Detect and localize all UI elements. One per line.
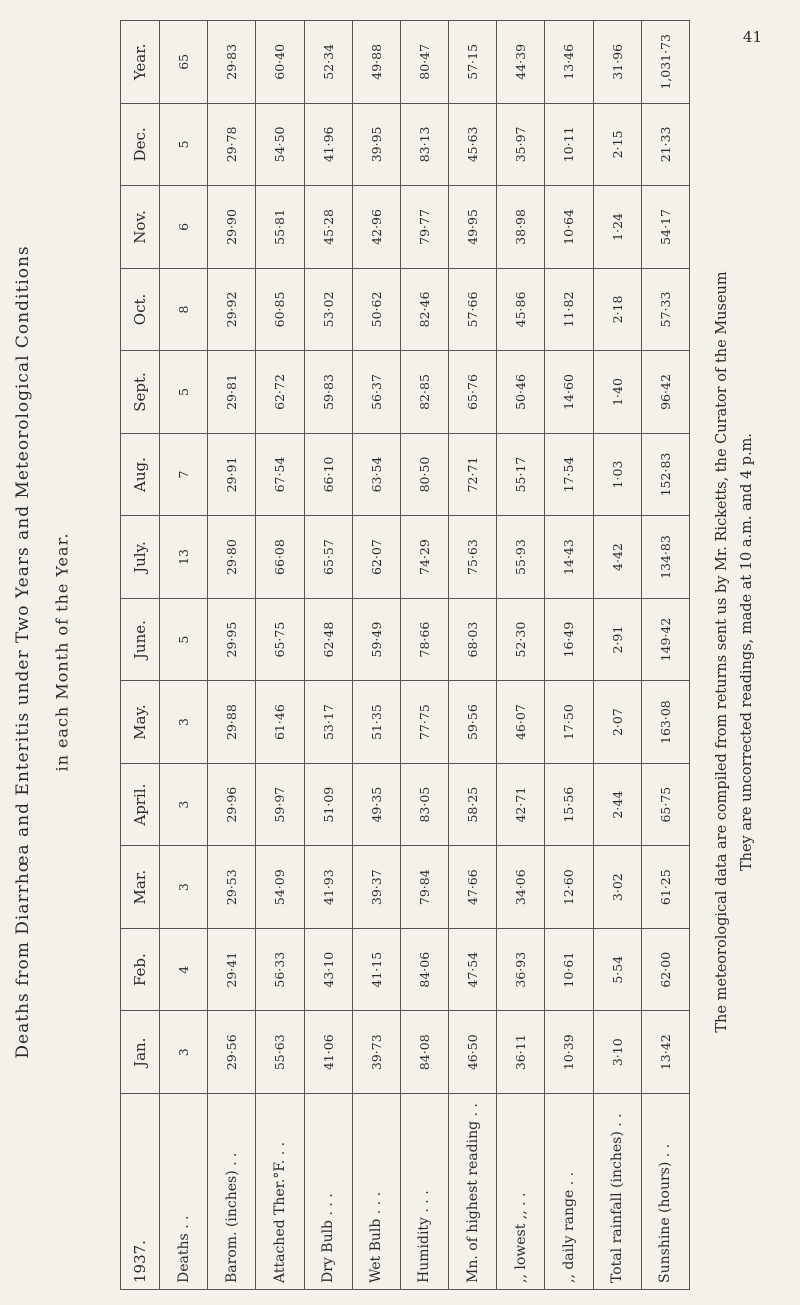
- table-cell: 41·93: [304, 846, 352, 929]
- table-cell: 31·96: [593, 21, 641, 104]
- table-cell: 47·54: [449, 928, 497, 1011]
- table-cell: 38·98: [497, 186, 545, 269]
- table-cell: 44·39: [497, 21, 545, 104]
- table-cell: 11·82: [545, 268, 593, 351]
- month-header: Year.: [121, 21, 160, 104]
- month-header: Sept.: [121, 351, 160, 434]
- table-cell: 53·17: [304, 681, 352, 764]
- row-label: Deaths . .: [160, 1094, 208, 1290]
- row-label: ,, lowest ,, . .: [497, 1094, 545, 1290]
- table-cell: 51·35: [352, 681, 400, 764]
- table-cell: 5: [160, 103, 208, 186]
- page-number: 41: [742, 28, 762, 46]
- page-title-line-1: Deaths from Diarrhœa and Enteritis under Two Years and Meteorological Conditions: [13, 245, 33, 1059]
- table-cell: 62·48: [304, 598, 352, 681]
- table-cell: 29·83: [208, 21, 256, 104]
- table-cell: 79·77: [400, 186, 448, 269]
- table-row: [352, 21, 400, 1290]
- month-header: Nov.: [121, 186, 160, 269]
- table-cell: 49·88: [352, 21, 400, 104]
- table-cell: 55·63: [256, 1011, 304, 1094]
- row-label: Dry Bulb . . .: [304, 1094, 352, 1290]
- table-cell: 12·60: [545, 846, 593, 929]
- table-cell: 17·54: [545, 433, 593, 516]
- month-header: Feb.: [121, 928, 160, 1011]
- table-cell: 42·96: [352, 186, 400, 269]
- month-header: June.: [121, 598, 160, 681]
- table-cell: 10·11: [545, 103, 593, 186]
- table-header-row: [121, 21, 160, 1290]
- row-label: Wet Bulb . . .: [352, 1094, 400, 1290]
- table-cell: 13: [160, 516, 208, 599]
- table-cell: 59·56: [449, 681, 497, 764]
- table-cell: 79·84: [400, 846, 448, 929]
- table-cell: 13·46: [545, 21, 593, 104]
- table-cell: 47·66: [449, 846, 497, 929]
- table-cell: 63·54: [352, 433, 400, 516]
- table-cell: 29·53: [208, 846, 256, 929]
- table-cell: 59·49: [352, 598, 400, 681]
- table-cell: 39·95: [352, 103, 400, 186]
- table-cell: 29·78: [208, 103, 256, 186]
- table-cell: 57·33: [641, 268, 689, 351]
- month-header: Jan.: [121, 1011, 160, 1094]
- month-header: Mar.: [121, 846, 160, 929]
- table-cell: 1·03: [593, 433, 641, 516]
- table-cell: 134·83: [641, 516, 689, 599]
- table-row: [545, 21, 593, 1290]
- table-cell: 59·83: [304, 351, 352, 434]
- table-cell: 41·06: [304, 1011, 352, 1094]
- table-cell: 29·56: [208, 1011, 256, 1094]
- table-cell: 34·06: [497, 846, 545, 929]
- table-cell: 1·24: [593, 186, 641, 269]
- table-cell: 39·73: [352, 1011, 400, 1094]
- table-cell: 42·71: [497, 763, 545, 846]
- table-cell: 45·63: [449, 103, 497, 186]
- table-cell: 45·28: [304, 186, 352, 269]
- table-cell: 6: [160, 186, 208, 269]
- month-header: Dec.: [121, 103, 160, 186]
- table-cell: 49·35: [352, 763, 400, 846]
- table-cell: 4·42: [593, 516, 641, 599]
- footnote-line-1: The meteorological data are compiled from returns sent us by Mr. Ricketts, the Curator of the Museum: [714, 271, 730, 1033]
- table-cell: 36·93: [497, 928, 545, 1011]
- table-cell: 56·33: [256, 928, 304, 1011]
- table-cell: 66·08: [256, 516, 304, 599]
- table-cell: 57·15: [449, 21, 497, 104]
- table-cell: 10·64: [545, 186, 593, 269]
- table-cell: 3·02: [593, 846, 641, 929]
- table-cell: 80·47: [400, 21, 448, 104]
- row-label: Mn. of highest reading . .: [449, 1094, 497, 1290]
- table-cell: 66·10: [304, 433, 352, 516]
- table-row: [160, 21, 208, 1290]
- table-cell: 77·75: [400, 681, 448, 764]
- table-cell: 67·54: [256, 433, 304, 516]
- table-cell: 149·42: [641, 598, 689, 681]
- table-cell: 56·37: [352, 351, 400, 434]
- table-cell: 17·50: [545, 681, 593, 764]
- month-header: May.: [121, 681, 160, 764]
- table-cell: 58·25: [449, 763, 497, 846]
- table-cell: 43·10: [304, 928, 352, 1011]
- table-cell: 83·05: [400, 763, 448, 846]
- table-cell: 49·95: [449, 186, 497, 269]
- table-cell: 4: [160, 928, 208, 1011]
- table-cell: 65·76: [449, 351, 497, 434]
- table-cell: 29·90: [208, 186, 256, 269]
- table-cell: 15·56: [545, 763, 593, 846]
- table-cell: 60·40: [256, 21, 304, 104]
- table-cell: 3·10: [593, 1011, 641, 1094]
- table-cell: 152·83: [641, 433, 689, 516]
- table-cell: 41·96: [304, 103, 352, 186]
- table-cell: 29·80: [208, 516, 256, 599]
- table-cell: 16·49: [545, 598, 593, 681]
- table-cell: 3: [160, 763, 208, 846]
- table-cell: 59·97: [256, 763, 304, 846]
- table-cell: 2·15: [593, 103, 641, 186]
- table-cell: 14·43: [545, 516, 593, 599]
- table-cell: 61·46: [256, 681, 304, 764]
- table-cell: 2·07: [593, 681, 641, 764]
- table-cell: 29·91: [208, 433, 256, 516]
- table-cell: 29·95: [208, 598, 256, 681]
- table-row: [497, 21, 545, 1290]
- row-label: ,, daily range . .: [545, 1094, 593, 1290]
- year-label: 1937.: [121, 1094, 160, 1290]
- table-cell: 53·02: [304, 268, 352, 351]
- row-label: Humidity . . .: [400, 1094, 448, 1290]
- row-label: Total rainfall (inches) . .: [593, 1094, 641, 1290]
- table-cell: 84·08: [400, 1011, 448, 1094]
- table-cell: 52·34: [304, 21, 352, 104]
- table-cell: 7: [160, 433, 208, 516]
- table-cell: 29·96: [208, 763, 256, 846]
- table-cell: 82·46: [400, 268, 448, 351]
- meteorological-table-container: [120, 20, 690, 1290]
- table-cell: 65·75: [641, 763, 689, 846]
- table-cell: 10·61: [545, 928, 593, 1011]
- table-cell: 5: [160, 598, 208, 681]
- table-cell: 29·92: [208, 268, 256, 351]
- table-cell: 74·29: [400, 516, 448, 599]
- table-cell: 61·25: [641, 846, 689, 929]
- table-cell: 3: [160, 681, 208, 764]
- table-cell: 3: [160, 1011, 208, 1094]
- table-row: [208, 21, 256, 1290]
- table-cell: 62·00: [641, 928, 689, 1011]
- table-cell: 54·09: [256, 846, 304, 929]
- table-cell: 2·18: [593, 268, 641, 351]
- table-cell: 65·57: [304, 516, 352, 599]
- table-cell: 57·66: [449, 268, 497, 351]
- month-header: Oct.: [121, 268, 160, 351]
- table-row: [256, 21, 304, 1290]
- table-cell: 55·93: [497, 516, 545, 599]
- table-cell: 55·17: [497, 433, 545, 516]
- month-header: Aug.: [121, 433, 160, 516]
- table-cell: 54·50: [256, 103, 304, 186]
- table-cell: 2·91: [593, 598, 641, 681]
- table-cell: 29·41: [208, 928, 256, 1011]
- table-cell: 46·50: [449, 1011, 497, 1094]
- table-row: [641, 21, 689, 1290]
- month-header: April.: [121, 763, 160, 846]
- table-cell: 2·44: [593, 763, 641, 846]
- table-cell: 82·85: [400, 351, 448, 434]
- table-cell: 29·81: [208, 351, 256, 434]
- table-cell: 45·86: [497, 268, 545, 351]
- table-row: [449, 21, 497, 1290]
- table-cell: 62·72: [256, 351, 304, 434]
- table-cell: 41·15: [352, 928, 400, 1011]
- row-label: Sunshine (hours) . .: [641, 1094, 689, 1290]
- table-cell: 35·97: [497, 103, 545, 186]
- table-cell: 1·40: [593, 351, 641, 434]
- table-row: [304, 21, 352, 1290]
- table-cell: 29·88: [208, 681, 256, 764]
- table-cell: 46·07: [497, 681, 545, 764]
- footnote-line-2: They are uncorrected readings, made at 10 a.m. and 4 p.m.: [739, 432, 755, 872]
- table-cell: 60·85: [256, 268, 304, 351]
- table-cell: 65·75: [256, 598, 304, 681]
- table-cell: 50·62: [352, 268, 400, 351]
- table-cell: 65: [160, 21, 208, 104]
- table-cell: 14·60: [545, 351, 593, 434]
- table-cell: 36·11: [497, 1011, 545, 1094]
- table-cell: 52·30: [497, 598, 545, 681]
- table-row: [593, 21, 641, 1290]
- table-cell: 163·08: [641, 681, 689, 764]
- table-cell: 72·71: [449, 433, 497, 516]
- meteorological-table: [120, 20, 690, 1290]
- row-label: Barom. (inches) . .: [208, 1094, 256, 1290]
- table-cell: 21·33: [641, 103, 689, 186]
- table-cell: 1,031·73: [641, 21, 689, 104]
- table-cell: 78·66: [400, 598, 448, 681]
- table-cell: 62·07: [352, 516, 400, 599]
- table-cell: 54·17: [641, 186, 689, 269]
- table-cell: 8: [160, 268, 208, 351]
- table-cell: 84·06: [400, 928, 448, 1011]
- page-title-line-2: in each Month of the Year.: [52, 532, 72, 772]
- table-cell: 55·81: [256, 186, 304, 269]
- table-cell: 5·54: [593, 928, 641, 1011]
- table-cell: 80·50: [400, 433, 448, 516]
- table-cell: 13·42: [641, 1011, 689, 1094]
- table-row: [400, 21, 448, 1290]
- table-cell: 51·09: [304, 763, 352, 846]
- month-header: July.: [121, 516, 160, 599]
- table-cell: 68·03: [449, 598, 497, 681]
- table-body: [160, 21, 690, 1290]
- table-cell: 75·63: [449, 516, 497, 599]
- row-label: Attached Ther.°F. . .: [256, 1094, 304, 1290]
- table-cell: 83·13: [400, 103, 448, 186]
- table-cell: 50·46: [497, 351, 545, 434]
- table-cell: 96·42: [641, 351, 689, 434]
- table-cell: 3: [160, 846, 208, 929]
- table-cell: 10·39: [545, 1011, 593, 1094]
- table-cell: 39·37: [352, 846, 400, 929]
- table-cell: 5: [160, 351, 208, 434]
